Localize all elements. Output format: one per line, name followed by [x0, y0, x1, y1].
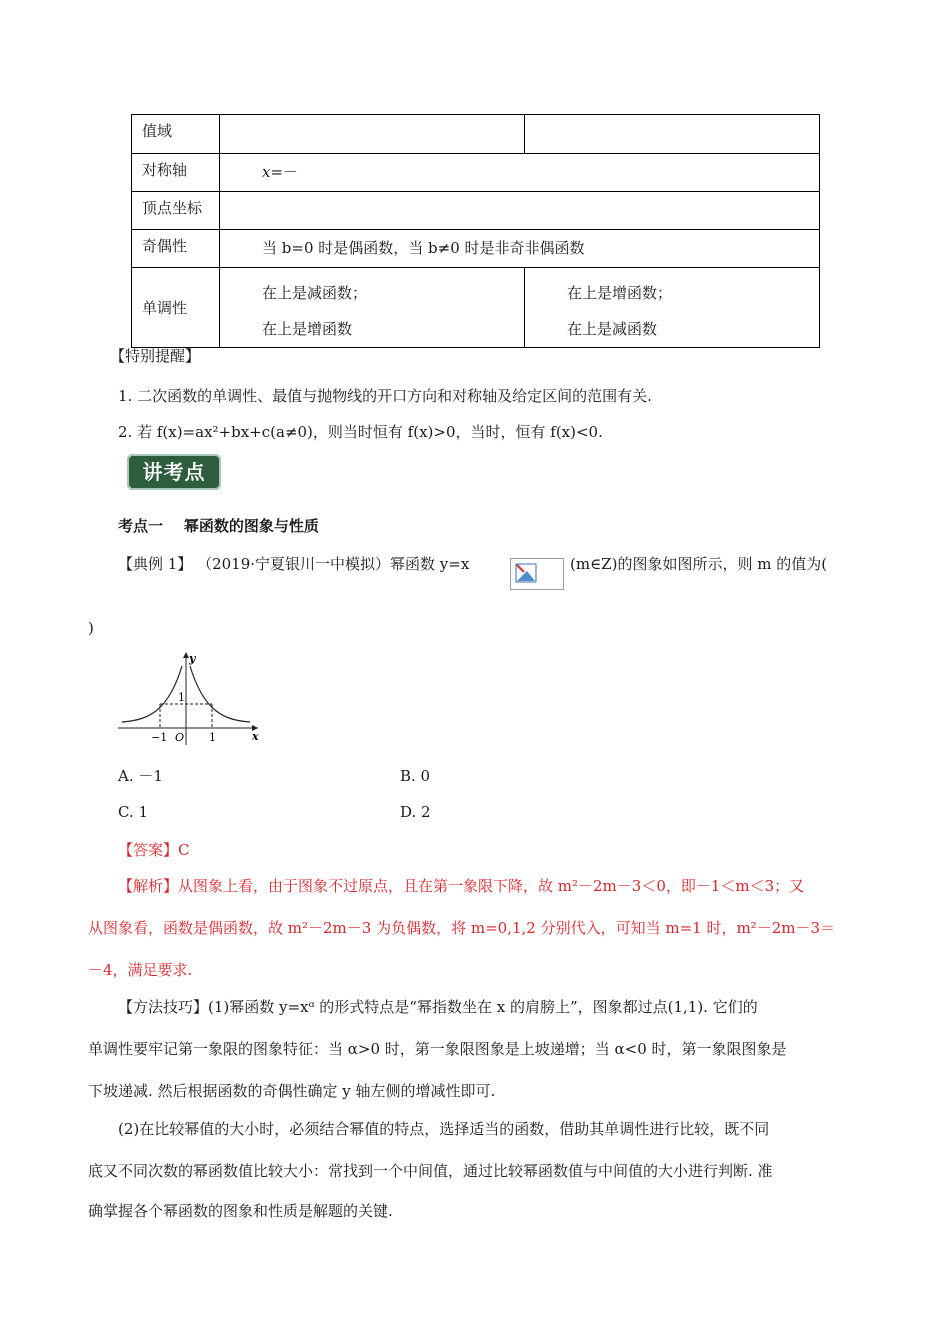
- method-line-5: 底又不同次数的幂函数值比较大小：常找到一个中间值，通过比较幂函数值与中间值的大小进行判断. 准: [88, 1162, 773, 1180]
- parity-cell: 当 b=0 时是偶函数，当 b≠0 时是非奇非偶函数: [220, 230, 820, 268]
- y-label: y: [189, 652, 196, 665]
- analysis-line-2: 从图象看，函数是偶函数，故 m²－2m－3 为负偶数，将 m=0,1,2 分别代入，可知当 m=1 时，m²－2m－3＝: [88, 919, 836, 937]
- range-left-cell: [220, 115, 525, 154]
- example-stem-c: ): [88, 619, 94, 637]
- properties-table: [131, 114, 820, 348]
- vertex-header: 顶点坐标: [132, 192, 220, 230]
- analysis-line-3: －4，满足要求.: [88, 961, 193, 979]
- option-c: C. 1: [118, 803, 149, 821]
- example-stem-b: (m∈Z)的图象如图所示，则 m 的值为(: [570, 555, 828, 573]
- method-line-2: 单调性要牢记第一象限的图象特征：当 α>0 时，第一象限图象是上坡递增；当 α<0 时，第一象限图象是: [88, 1040, 787, 1058]
- monotonic-header: 单调性: [132, 268, 220, 348]
- option-a: A. －1: [118, 767, 163, 785]
- method-line-6: 确掌握各个幂函数的图象和性质是解题的关键.: [88, 1202, 393, 1220]
- axis-cell: x=－: [220, 154, 820, 192]
- left-branch-curve: [122, 666, 182, 722]
- parity-header: 奇偶性: [132, 230, 220, 268]
- range-header: 值域: [132, 115, 220, 154]
- right-branch-curve: [190, 666, 250, 722]
- x-label: x: [252, 730, 259, 743]
- tick-label-1: 1: [209, 731, 216, 744]
- section-badge: 讲考点: [127, 454, 221, 490]
- option-b: B. 0: [400, 767, 431, 785]
- reminder-item-1: 1. 二次函数的单调性、最值与抛物线的开口方向和对称轴及给定区间的范围有关.: [118, 387, 652, 405]
- monotonic-right-cell: 在上是增函数； 在上是减函数: [525, 268, 820, 348]
- example-stem: [118, 553, 469, 574]
- example-stem-a: （2019·宁夏银川一中模拟）幂函数 y=x: [197, 555, 470, 573]
- example-label: 【典例 1】: [118, 555, 193, 573]
- power-function-graph: [118, 650, 263, 746]
- option-d: D. 2: [400, 803, 431, 821]
- broken-image-icon: [515, 563, 537, 583]
- vertex-cell: [220, 192, 820, 230]
- method-line-1: 【方法技巧】(1)幂函数 y=xᵅ 的形式特点是“幂指数坐在 x 的肩膀上”，图象都过点(1,1). 它们的: [118, 998, 758, 1016]
- reminder-item-2: 2. 若 f(x)=ax²+bx+c(a≠0)，则当时恒有 f(x)>0，当时，恒有 f(x)<0.: [118, 423, 603, 441]
- monotonic-left-cell: 在上是减函数； 在上是增函数: [220, 268, 525, 348]
- exponent-image-icon: [510, 558, 564, 590]
- tick-label-neg1: −1: [151, 731, 168, 744]
- answer: 【答案】C: [118, 841, 190, 859]
- reminder-title: 【特别提醒】: [110, 347, 201, 365]
- section-title: 考点一 幂函数的图象与性质: [118, 517, 319, 535]
- axis-header: 对称轴: [132, 154, 220, 192]
- origin-label: O: [175, 731, 185, 744]
- method-line-4: (2)在比较幂值的大小时，必须结合幂值的特点，选择适当的函数，借助其单调性进行比较，既不同: [118, 1120, 770, 1138]
- analysis-line-1: 【解析】从图象上看，由于图象不过原点，且在第一象限下降，故 m²－2m－3＜0，即－1＜m＜3；又: [118, 877, 805, 895]
- range-right-cell: [525, 115, 820, 154]
- tick-label-y1: 1: [178, 691, 185, 704]
- method-line-3: 下坡递减. 然后根据函数的奇偶性确定 y 轴左侧的增减性即可.: [88, 1082, 496, 1100]
